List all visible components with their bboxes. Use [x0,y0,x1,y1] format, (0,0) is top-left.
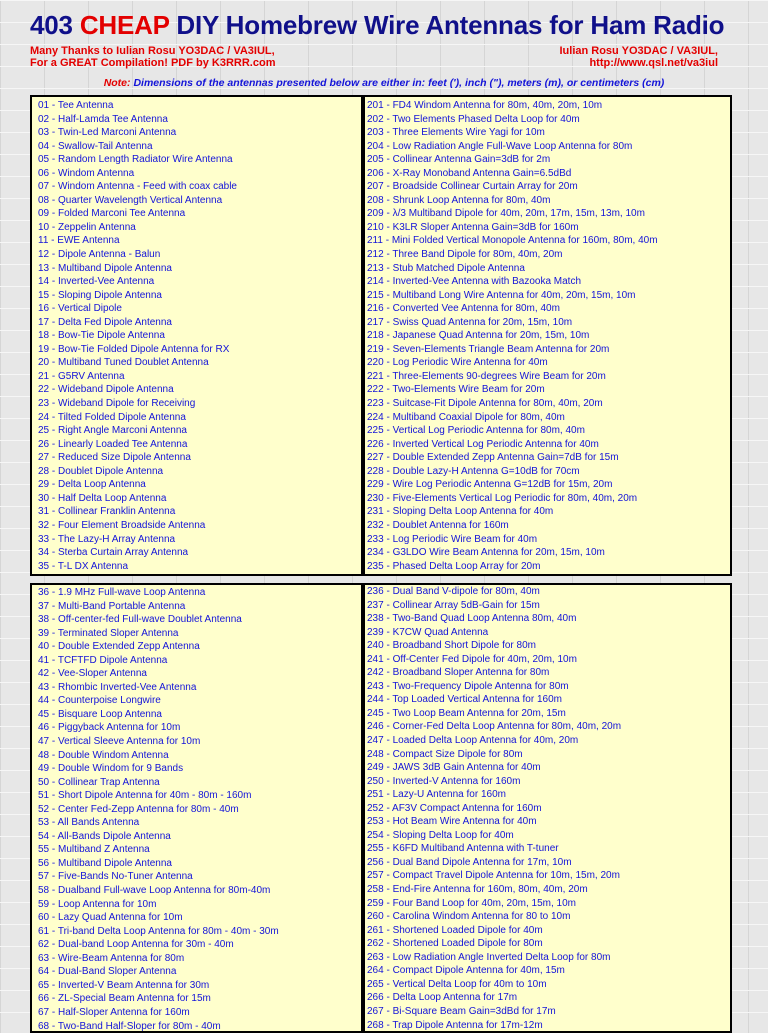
antenna-link[interactable]: 223 - Suitcase-Fit Dipole Antenna for 80m, 40m, 20m [365,397,730,411]
antenna-link[interactable]: 249 - JAWS 3dB Gain Antenna for 40m [365,761,730,775]
antenna-link[interactable]: 37 - Multi-Band Portable Antenna [32,600,361,614]
antenna-link[interactable]: 53 - All Bands Antenna [32,816,361,830]
antenna-link[interactable]: 217 - Swiss Quad Antenna for 20m, 15m, 10m [365,316,730,330]
antenna-link[interactable]: 30 - Half Delta Loop Antenna [32,492,361,506]
antenna-link[interactable]: 241 - Off-Center Fed Dipole for 40m, 20m, 10m [365,653,730,667]
note [0,77,768,89]
antenna-link[interactable]: 208 - Shrunk Loop Antenna for 80m, 40m [365,194,730,208]
antenna-link[interactable]: 234 - G3LDO Wire Beam Antenna for 20m, 15m, 10m [365,546,730,560]
antenna-link[interactable]: 47 - Vertical Sleeve Antenna for 10m [32,735,361,749]
antenna-link[interactable]: 42 - Vee-Sloper Antenna [32,667,361,681]
antenna-link[interactable]: 268 - Trap Dipole Antenna for 17m-12m [365,1019,730,1033]
antenna-link[interactable]: 41 - TCFTFD Dipole Antenna [32,654,361,668]
antenna-link[interactable]: 205 - Collinear Antenna Gain=3dB for 2m [365,153,730,167]
antenna-link[interactable]: 48 - Double Windom Antenna [32,749,361,763]
antenna-link[interactable]: 28 - Doublet Dipole Antenna [32,465,361,479]
antenna-link[interactable]: 228 - Double Lazy-H Antenna G=10dB for 70cm [365,465,730,479]
antenna-link[interactable]: 18 - Bow-Tie Dipole Antenna [32,329,361,343]
antenna-link[interactable]: 247 - Loaded Delta Loop Antenna for 40m, 20m [365,734,730,748]
antenna-link[interactable]: 21 - G5RV Antenna [32,370,361,384]
title-highlight: CHEAP [80,10,170,40]
antenna-link[interactable]: 58 - Dualband Full-wave Loop Antenna for 80m-40m [32,884,361,898]
antenna-link[interactable]: 201 - FD4 Windom Antenna for 80m, 40m, 20m, 10m [365,99,730,113]
antenna-link[interactable]: 03 - Twin-Led Marconi Antenna [32,126,361,140]
antenna-link[interactable]: 62 - Dual-band Loop Antenna for 30m - 40m [32,938,361,952]
antenna-link[interactable]: 67 - Half-Sloper Antenna for 160m [32,1006,361,1020]
credit-left [30,45,275,69]
antenna-link[interactable]: 10 - Zeppelin Antenna [32,221,361,235]
antenna-link[interactable]: 240 - Broadband Short Dipole for 80m [365,639,730,653]
antenna-link[interactable]: 265 - Vertical Delta Loop for 40m to 10m [365,978,730,992]
antenna-link[interactable]: 43 - Rhombic Inverted-Vee Antenna [32,681,361,695]
antenna-link[interactable]: 262 - Shortened Loaded Dipole for 80m [365,937,730,951]
antenna-link[interactable]: 266 - Delta Loop Antenna for 17m [365,991,730,1005]
antenna-link[interactable]: 61 - Tri-band Delta Loop Antenna for 80m - 40m - 30m [32,925,361,939]
antenna-link[interactable]: 229 - Wire Log Periodic Antenna G=12dB for 15m, 20m [365,478,730,492]
antenna-link[interactable]: 216 - Converted Vee Antenna for 80m, 40m [365,302,730,316]
antenna-link[interactable]: 65 - Inverted-V Beam Antenna for 30m [32,979,361,993]
antenna-list-bottom-left [30,583,363,1033]
antenna-link[interactable]: 250 - Inverted-V Antenna for 160m [365,775,730,789]
antenna-link[interactable]: 04 - Swallow-Tail Antenna [32,140,361,154]
antenna-link[interactable]: 44 - Counterpoise Longwire [32,694,361,708]
antenna-link[interactable]: 257 - Compact Travel Dipole Antenna for 10m, 15m, 20m [365,869,730,883]
antenna-link[interactable]: 267 - Bi-Square Beam Gain=3dBd for 17m [365,1005,730,1019]
antenna-link[interactable]: 36 - 1.9 MHz Full-wave Loop Antenna [32,586,361,600]
credit-right [559,45,718,69]
antenna-link[interactable]: 230 - Five-Elements Vertical Log Periodic for 80m, 40m, 20m [365,492,730,506]
page-title [30,10,768,41]
antenna-link[interactable]: 51 - Short Dipole Antenna for 40m - 80m - 160m [32,789,361,803]
title-rest: DIY Homebrew Wire Antennas for Ham Radio [176,10,724,40]
antenna-link[interactable]: 25 - Right Angle Marconi Antenna [32,424,361,438]
antenna-link[interactable]: 224 - Multiband Coaxial Dipole for 80m, 40m [365,411,730,425]
antenna-link[interactable]: 221 - Three-Elements 90-degrees Wire Beam for 20m [365,370,730,384]
antenna-link[interactable]: 46 - Piggyback Antenna for 10m [32,721,361,735]
antenna-link[interactable]: 68 - Two-Band Half-Sloper for 80m - 40m [32,1020,361,1033]
antenna-link[interactable]: 12 - Dipole Antenna - Balun [32,248,361,262]
antenna-link[interactable]: 50 - Collinear Trap Antenna [32,776,361,790]
antenna-link[interactable]: 213 - Stub Matched Dipole Antenna [365,262,730,276]
antenna-link[interactable]: 252 - AF3V Compact Antenna for 160m [365,802,730,816]
antenna-link[interactable]: 66 - ZL-Special Beam Antenna for 15m [32,992,361,1006]
antenna-link[interactable]: 35 - T-L DX Antenna [32,560,361,574]
antenna-list-bottom-right [363,583,732,1033]
antenna-link[interactable]: 17 - Delta Fed Dipole Antenna [32,316,361,330]
antenna-link[interactable]: 232 - Doublet Antenna for 160m [365,519,730,533]
antenna-link[interactable]: 57 - Five-Bands No-Tuner Antenna [32,870,361,884]
antenna-link[interactable]: 38 - Off-center-fed Full-wave Doublet Antenna [32,613,361,627]
antenna-link[interactable]: 64 - Dual-Band Sloper Antenna [32,965,361,979]
antenna-link[interactable]: 05 - Random Length Radiator Wire Antenna [32,153,361,167]
antenna-link[interactable]: 54 - All-Bands Dipole Antenna [32,830,361,844]
antenna-link[interactable]: 19 - Bow-Tie Folded Dipole Antenna for RX [32,343,361,357]
antenna-link[interactable]: 253 - Hot Beam Wire Antenna for 40m [365,815,730,829]
antenna-link[interactable]: 09 - Folded Marconi Tee Antenna [32,207,361,221]
antenna-link[interactable]: 246 - Corner-Fed Delta Loop Antenna for 80m, 40m, 20m [365,720,730,734]
note-text: Dimensions of the antennas presented below are either in: feet ('), inch ("), meters (m), or centimeters (cm) [133,77,664,89]
antenna-link[interactable]: 26 - Linearly Loaded Tee Antenna [32,438,361,452]
antenna-link[interactable]: 237 - Collinear Array 5dB-Gain for 15m [365,599,730,613]
antenna-link[interactable]: 13 - Multiband Dipole Antenna [32,262,361,276]
antenna-link[interactable]: 29 - Delta Loop Antenna [32,478,361,492]
antenna-link[interactable]: 20 - Multiband Tuned Doublet Antenna [32,356,361,370]
antenna-link[interactable]: 211 - Mini Folded Vertical Monopole Antenna for 160m, 80m, 40m [365,234,730,248]
credit-left-line-2: For a GREAT Compilation! PDF by K3RRR.com [30,57,275,69]
antenna-link[interactable]: 49 - Double Windom for 9 Bands [32,762,361,776]
antenna-link[interactable]: 214 - Inverted-Vee Antenna with Bazooka Match [365,275,730,289]
antenna-link[interactable]: 243 - Two-Frequency Dipole Antenna for 80m [365,680,730,694]
antenna-link[interactable]: 207 - Broadside Collinear Curtain Array for 20m [365,180,730,194]
antenna-link[interactable]: 264 - Compact Dipole Antenna for 40m, 15m [365,964,730,978]
antenna-link[interactable]: 239 - K7CW Quad Antenna [365,626,730,640]
antenna-link[interactable]: 236 - Dual Band V-dipole for 80m, 40m [365,585,730,599]
antenna-link[interactable]: 209 - λ/3 Multiband Dipole for 40m, 20m, 17m, 15m, 13m, 10m [365,207,730,221]
antenna-link[interactable]: 225 - Vertical Log Periodic Antenna for 80m, 40m [365,424,730,438]
antenna-link[interactable]: 215 - Multiband Long Wire Antenna for 40m, 20m, 15m, 10m [365,289,730,303]
antenna-link[interactable]: 59 - Loop Antenna for 10m [32,898,361,912]
credit-right-url-link[interactable]: http://www.qsl.net/va3iul [559,57,718,69]
antenna-link[interactable]: 52 - Center Fed-Zepp Antenna for 80m - 40m [32,803,361,817]
antenna-link[interactable]: 15 - Sloping Dipole Antenna [32,289,361,303]
antenna-link[interactable]: 02 - Half-Lamda Tee Antenna [32,113,361,127]
antenna-link[interactable]: 258 - End-Fire Antenna for 160m, 80m, 40m, 20m [365,883,730,897]
note-label: Note: [104,77,131,89]
antenna-link[interactable]: 40 - Double Extended Zepp Antenna [32,640,361,654]
antenna-link[interactable]: 226 - Inverted Vertical Log Periodic Antenna for 40m [365,438,730,452]
credit-right-line-1: Iulian Rosu YO3DAC / VA3IUL, [559,45,718,57]
antenna-link[interactable]: 22 - Wideband Dipole Antenna [32,383,361,397]
antenna-link[interactable]: 212 - Three Band Dipole for 80m, 40m, 20m [365,248,730,262]
antenna-link[interactable]: 233 - Log Periodic Wire Beam for 40m [365,533,730,547]
antenna-link[interactable]: 255 - K6FD Multiband Antenna with T-tuner [365,842,730,856]
antenna-link[interactable]: 227 - Double Extended Zepp Antenna Gain=7dB for 15m [365,451,730,465]
antenna-link[interactable]: 219 - Seven-Elements Triangle Beam Antenna for 20m [365,343,730,357]
antenna-link[interactable]: 261 - Shortened Loaded Dipole for 40m [365,924,730,938]
antenna-link[interactable]: 231 - Sloping Delta Loop Antenna for 40m [365,505,730,519]
antenna-link[interactable]: 244 - Top Loaded Vertical Antenna for 160m [365,693,730,707]
antenna-list-top-left [30,95,363,576]
antenna-link[interactable]: 23 - Wideband Dipole for Receiving [32,397,361,411]
antenna-link[interactable]: 256 - Dual Band Dipole Antenna for 17m, 10m [365,856,730,870]
antenna-link[interactable]: 220 - Log Periodic Wire Antenna for 40m [365,356,730,370]
antenna-link[interactable]: 60 - Lazy Quad Antenna for 10m [32,911,361,925]
antenna-link[interactable]: 34 - Sterba Curtain Array Antenna [32,546,361,560]
antenna-list-top-right [363,95,732,576]
antenna-link[interactable]: 01 - Tee Antenna [32,99,361,113]
antenna-link[interactable]: 33 - The Lazy-H Array Antenna [32,533,361,547]
antenna-link[interactable]: 27 - Reduced Size Dipole Antenna [32,451,361,465]
antenna-link[interactable]: 55 - Multiband Z Antenna [32,843,361,857]
antenna-link[interactable]: 238 - Two-Band Quad Loop Antenna 80m, 40m [365,612,730,626]
antenna-link[interactable]: 222 - Two-Elements Wire Beam for 20m [365,383,730,397]
antenna-link[interactable]: 248 - Compact Size Dipole for 80m [365,748,730,762]
antenna-link[interactable]: 32 - Four Element Broadside Antenna [32,519,361,533]
antenna-link[interactable]: 39 - Terminated Sloper Antenna [32,627,361,641]
antenna-link[interactable]: 11 - EWE Antenna [32,234,361,248]
antenna-link[interactable]: 14 - Inverted-Vee Antenna [32,275,361,289]
antenna-link[interactable]: 245 - Two Loop Beam Antenna for 20m, 15m [365,707,730,721]
antenna-link[interactable]: 07 - Windom Antenna - Feed with coax cable [32,180,361,194]
antenna-link[interactable]: 235 - Phased Delta Loop Array for 20m [365,560,730,574]
antenna-link[interactable]: 203 - Three Elements Wire Yagi for 10m [365,126,730,140]
antenna-link[interactable]: 210 - K3LR Sloper Antenna Gain=3dB for 160m [365,221,730,235]
antenna-link[interactable]: 16 - Vertical Dipole [32,302,361,316]
antenna-link[interactable]: 206 - X-Ray Monoband Antenna Gain=6.5dBd [365,167,730,181]
antenna-link[interactable]: 218 - Japanese Quad Antenna for 20m, 15m, 10m [365,329,730,343]
antenna-link[interactable]: 263 - Low Radiation Angle Inverted Delta Loop for 80m [365,951,730,965]
antenna-link[interactable]: 08 - Quarter Wavelength Vertical Antenna [32,194,361,208]
antenna-link[interactable]: 24 - Tilted Folded Dipole Antenna [32,411,361,425]
antenna-link[interactable]: 251 - Lazy-U Antenna for 160m [365,788,730,802]
antenna-link[interactable]: 56 - Multiband Dipole Antenna [32,857,361,871]
antenna-link[interactable]: 202 - Two Elements Phased Delta Loop for 40m [365,113,730,127]
antenna-link[interactable]: 63 - Wire-Beam Antenna for 80m [32,952,361,966]
antenna-link[interactable]: 260 - Carolina Windom Antenna for 80 to 10m [365,910,730,924]
antenna-link[interactable]: 259 - Four Band Loop for 40m, 20m, 15m, 10m [365,897,730,911]
title-number: 403 [30,10,73,40]
antenna-link[interactable]: 06 - Windom Antenna [32,167,361,181]
antenna-link[interactable]: 254 - Sloping Delta Loop for 40m [365,829,730,843]
antenna-link[interactable]: 31 - Collinear Franklin Antenna [32,505,361,519]
antenna-link[interactable]: 242 - Broadband Sloper Antenna for 80m [365,666,730,680]
antenna-link[interactable]: 204 - Low Radiation Angle Full-Wave Loop Antenna for 80m [365,140,730,154]
antenna-link[interactable]: 45 - Bisquare Loop Antenna [32,708,361,722]
credit-left-line-1: Many Thanks to Iulian Rosu YO3DAC / VA3IUL, [30,45,275,57]
